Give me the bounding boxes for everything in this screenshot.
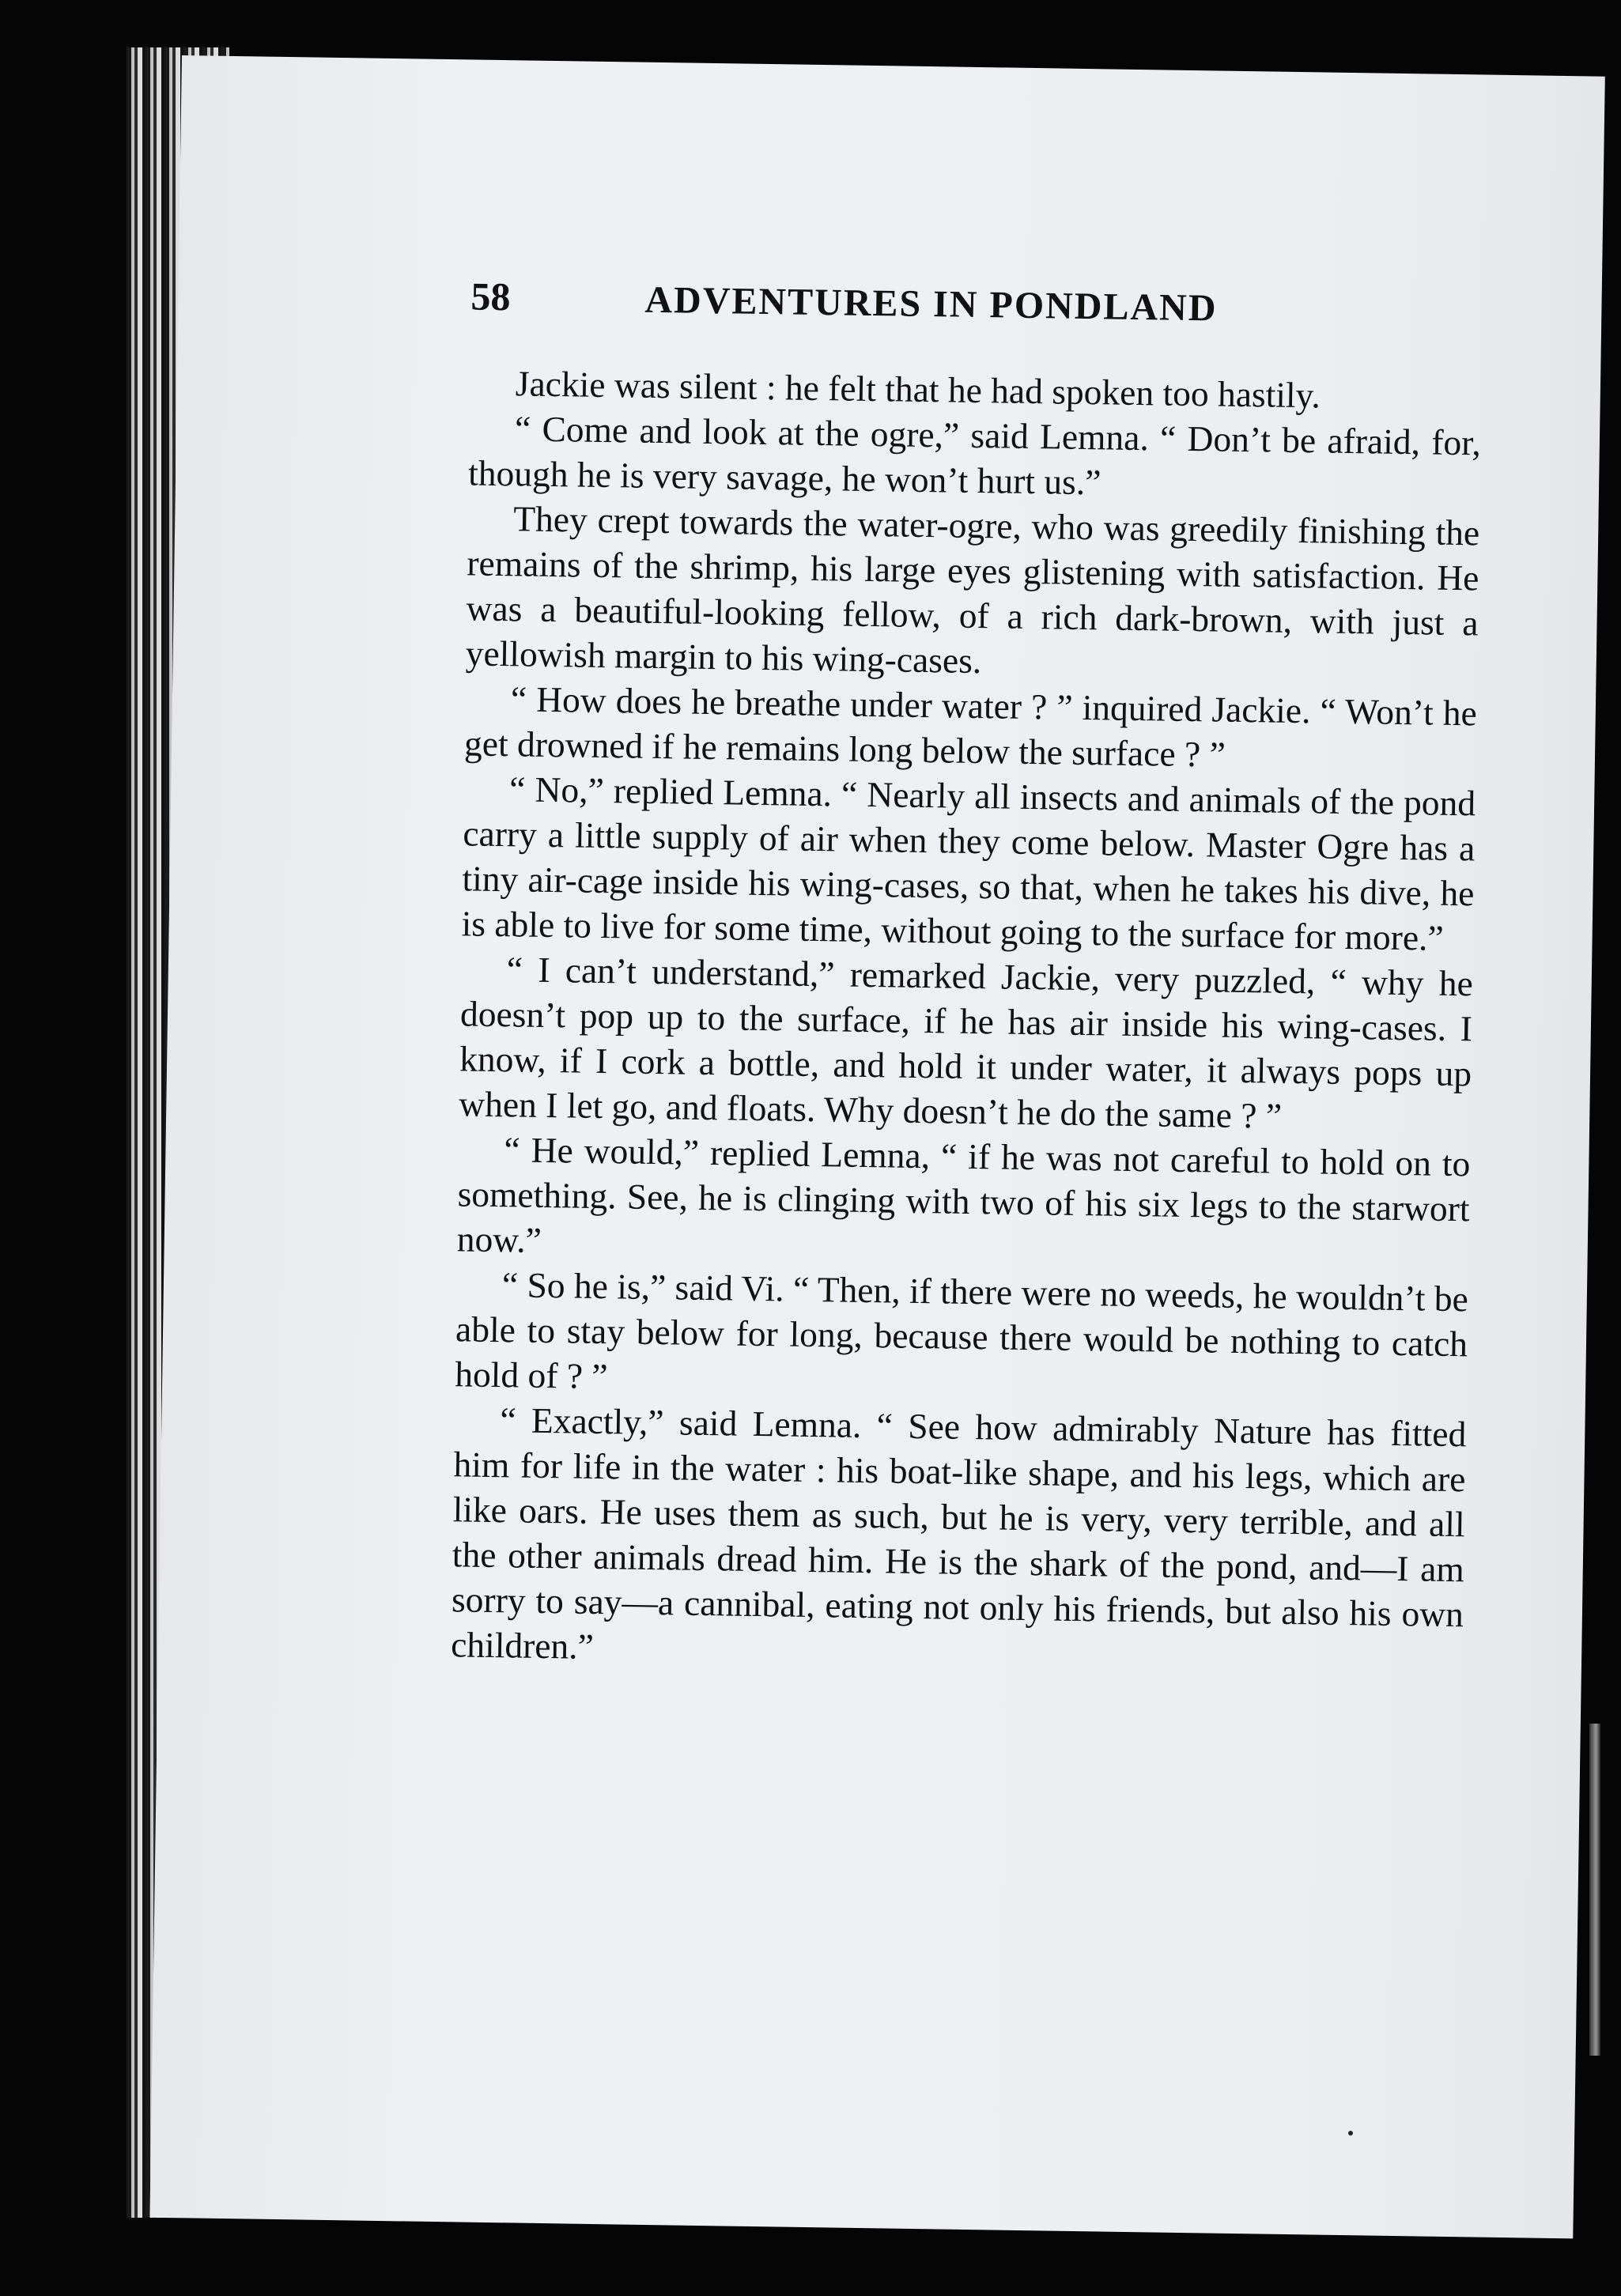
paragraph: “ How does he breathe under water ? ” inquired Jackie. “ Won’t he get drowned if he remains long below the surface ? ”: [463, 678, 1478, 775]
paragraph: “ I can’t understand,” remarked Jackie, very puzzled, “ why he doesn’t pop up to the surface, if he has air inside his wing-cases. I know, if I cork a bottle, and hold it under water, it always pops up when I let go, and floats. Why doesn’t he do the same ? ”: [458, 949, 1474, 1136]
paragraph: “ No,” replied Lemna. “ Nearly all insects and animals of the pond carry a little supply of air when they come below. Master Ogre has a tiny air-cage inside his wing-cases, so that, when he takes his dive, he is able to live for some time, without going to the surface for more.”: [461, 768, 1476, 958]
paragraph: “ Exactly,” said Lemna. “ See how admirably Nature has fitted him for life in the water : his boat-like shape, and his legs, which are like oars. He uses them as such, but he is very, very terrible, and all the other animals dread him. He is the shark of the pond, and—I am sorry to say—a cannibal, eating not only his friends, but also his own children.”: [450, 1399, 1467, 1667]
paragraph: “ Come and look at the ogre,” said Lemna. “ Don’t be afraid, for, though he is very savage, he won’t hurt us.”: [467, 408, 1482, 503]
running-title: ADVENTURES IN PONDLAND: [644, 278, 1218, 330]
page-content: [451, 273, 1483, 1682]
paragraph: “ So he is,” said Vi. “ Then, if there were no weeds, he wouldn’t be able to stay below for long, because there would be nothing to catch hold of ? ”: [454, 1264, 1469, 1397]
paragraph: Jackie was silent : he felt that he had spoken too hastily.: [515, 363, 1321, 416]
page-number: 58: [470, 274, 511, 319]
running-head: [470, 273, 1483, 367]
paragraph: They crept towards the water-ogre, who was greedily finishing the remains of the shrimp, his large eyes glistening with satisfaction. He was a beautiful-looking fellow, of a rich dark-brown, with just a yellowish margin to his wing-cases.: [465, 498, 1480, 682]
body-text: [451, 360, 1482, 1682]
page-edge-shadow: [1589, 1724, 1600, 2056]
paragraph: “ He would,” replied Lemna, “ if he was not careful to hold on to something. See, he is clinging with two of his six legs to the starwort now.”: [456, 1129, 1471, 1260]
book-page: [149, 55, 1604, 2238]
scan-speck: [1348, 2131, 1353, 2136]
